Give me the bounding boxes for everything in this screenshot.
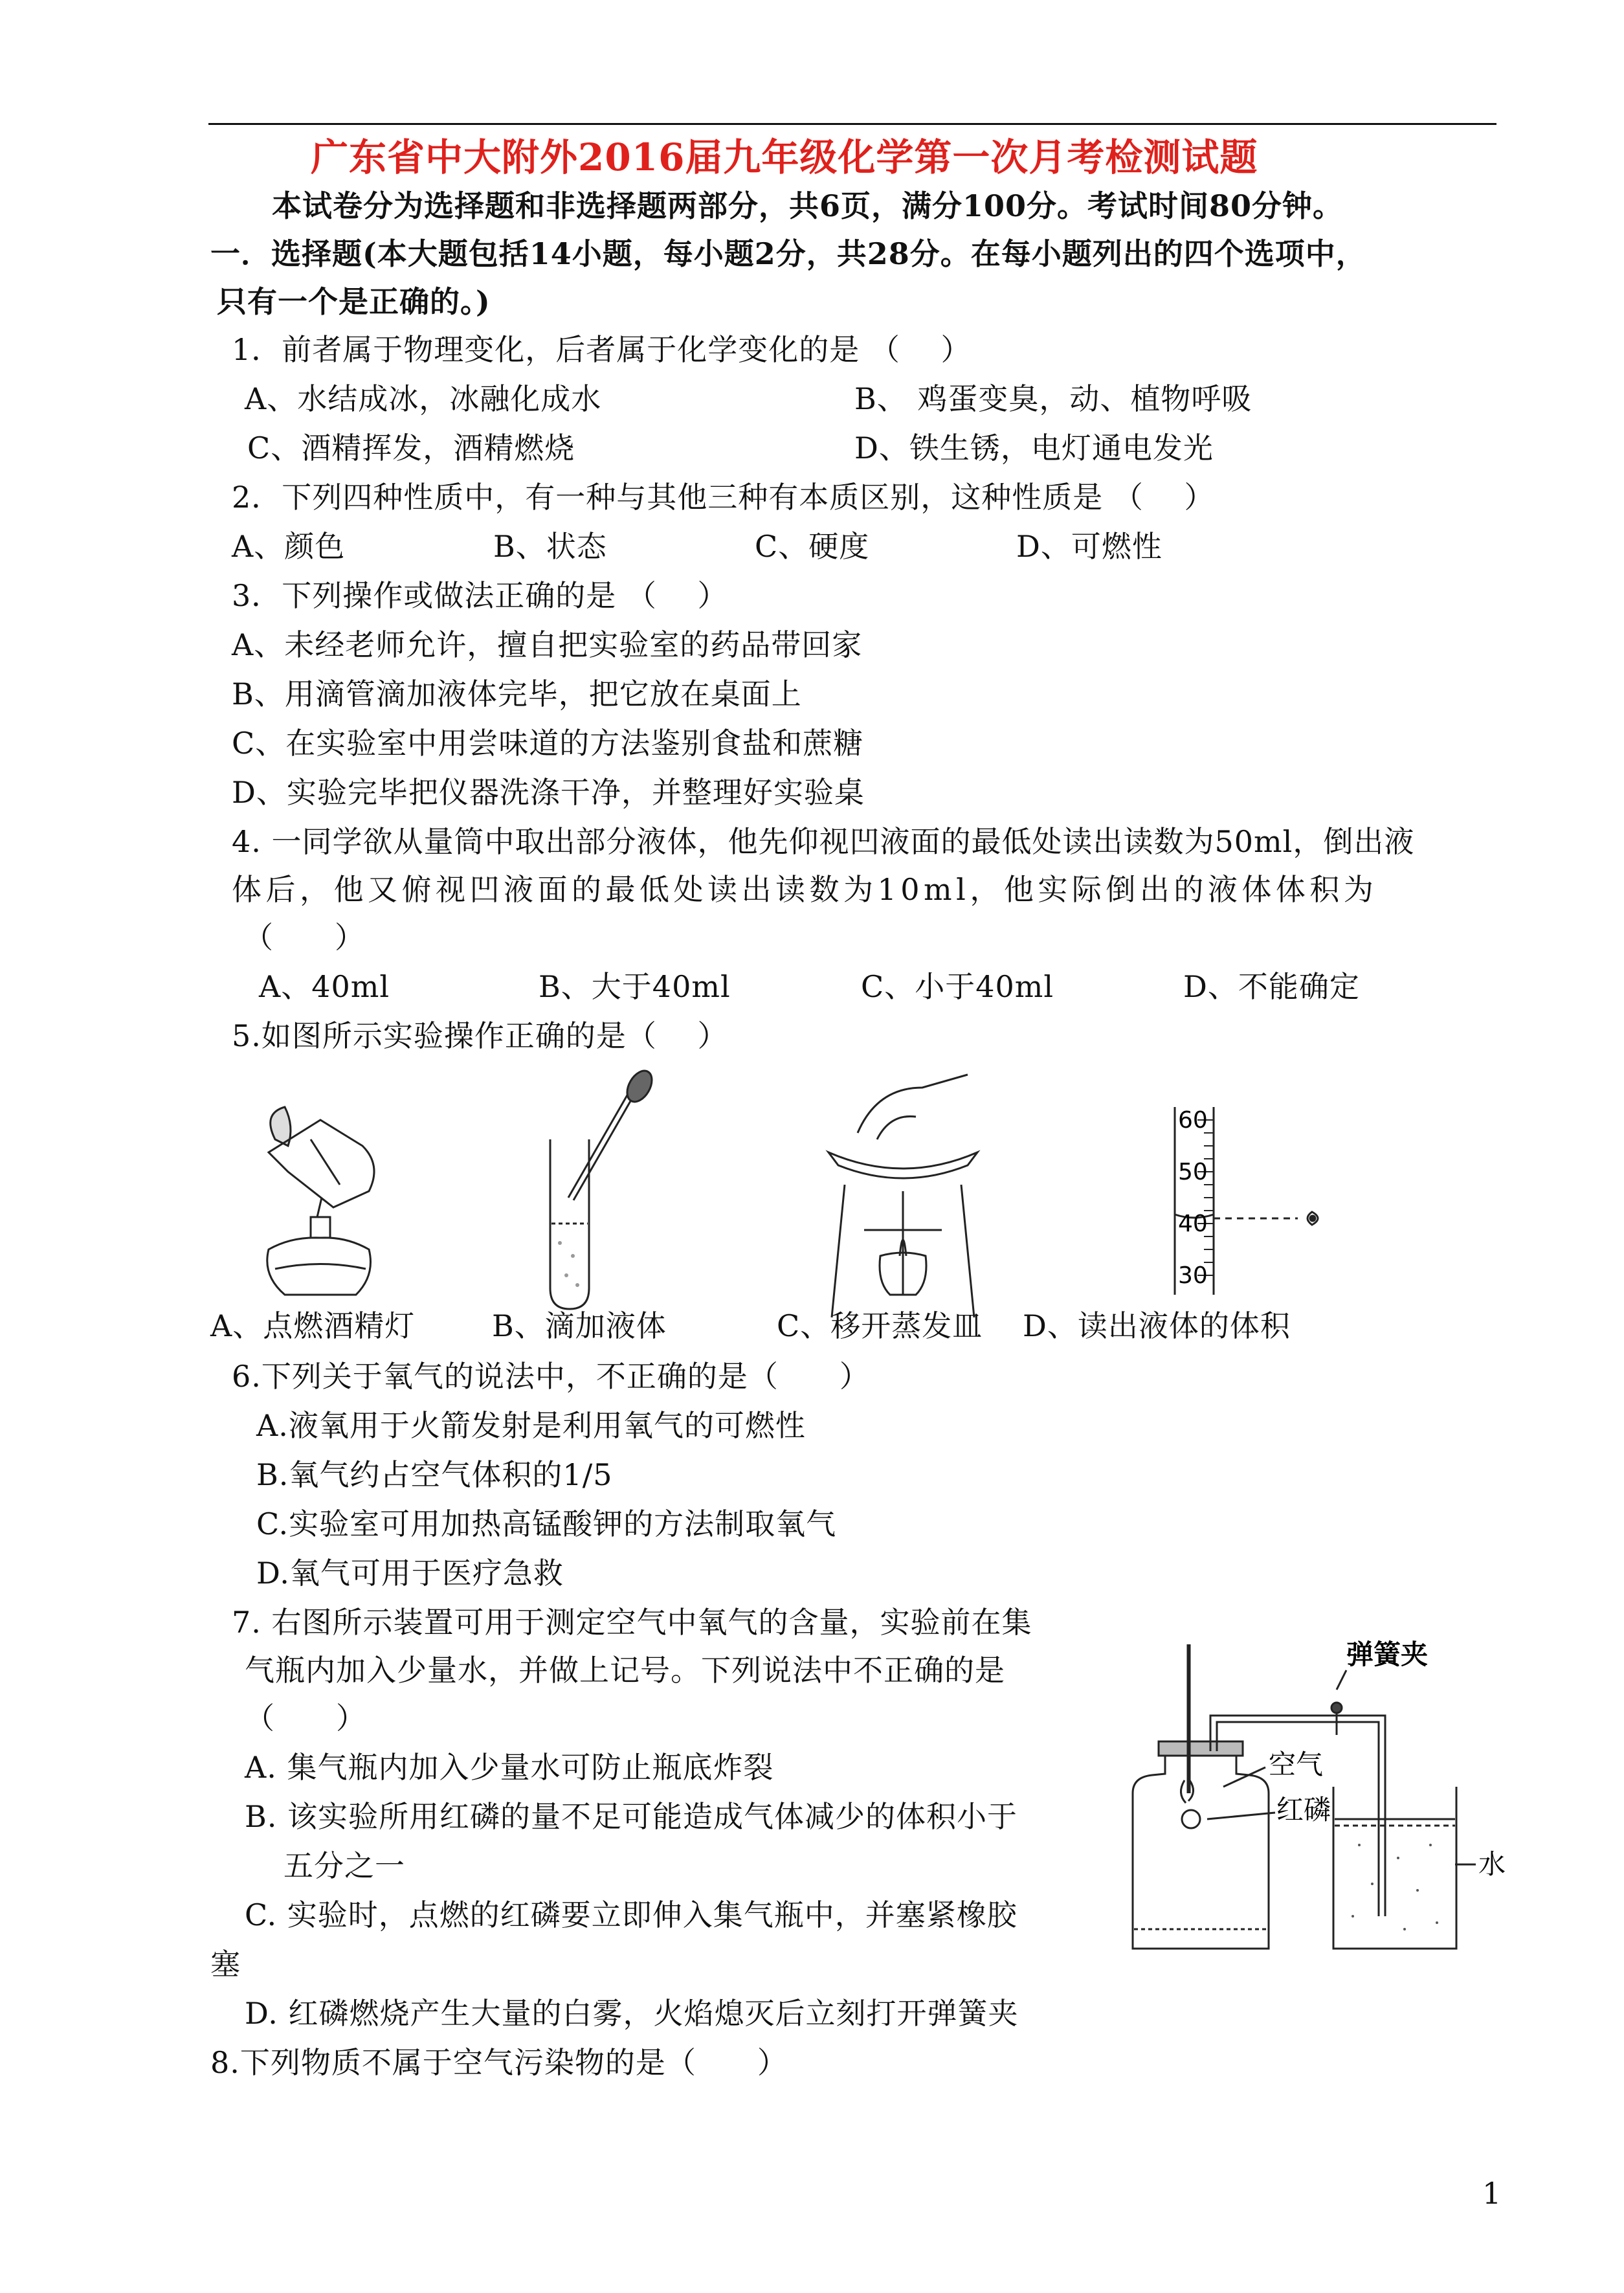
q1-option-c: C、酒精挥发，酒精燃烧 xyxy=(247,431,575,465)
q4-option-a: A、40ml xyxy=(259,969,390,1004)
q5-stem: 5.如图所示实验操作正确的是（ ） xyxy=(232,1018,728,1053)
q4-option-b: B、大于40ml xyxy=(539,969,731,1004)
label-water: 水 xyxy=(1478,1848,1506,1880)
q5-option-d: D、读出液体的体积 xyxy=(1023,1308,1291,1343)
page-title: 广东省中大附外2016届九年级化学第一次月考检测试题 xyxy=(311,135,1258,179)
cylinder-tick-40: 40 xyxy=(1178,1211,1208,1237)
q3-option-c: C、在实验室中用尝味道的方法鉴别食盐和蔗糖 xyxy=(232,726,864,761)
figure-dropper-test-tube xyxy=(537,1068,667,1314)
q7-option-c-line2: 塞 xyxy=(210,1947,241,1982)
q7-option-a: A. 集气瓶内加入少量水可防止瓶底炸裂 xyxy=(245,1750,774,1785)
q1-option-a: A、水结成冰，冰融化成水 xyxy=(245,381,602,416)
q8-stem: 8.下列物质不属于空气污染物的是（ ） xyxy=(210,2045,788,2080)
q2-option-d: D、可燃性 xyxy=(1016,529,1162,564)
q3-stem: 3．下列操作或做法正确的是 （ ） xyxy=(232,578,728,613)
q2-option-a: A、颜色 xyxy=(232,529,346,564)
q5-option-a: A、点燃酒精灯 xyxy=(210,1308,416,1343)
q4-stem-line2: 体后，他又俯视凹液面的最低处读出读数为10ml，他实际倒出的液体体积为 xyxy=(232,872,1378,907)
q4-stem-line3: （ ） xyxy=(243,920,365,955)
exam-intro: 本试卷分为选择题和非选择题两部分，共6页，满分100分。考试时间80分钟。 xyxy=(272,188,1344,223)
q3-option-d: D、实验完毕把仪器洗涤干净，并整理好实验桌 xyxy=(232,775,865,810)
cylinder-tick-50: 50 xyxy=(1178,1159,1208,1185)
figure-graduated-cylinder xyxy=(1136,1101,1350,1301)
q3-option-b: B、用滴管滴加液体完毕，把它放在桌面上 xyxy=(232,677,802,711)
q1-stem: 1．前者属于物理变化，后者属于化学变化的是 （ ） xyxy=(232,332,972,367)
q4-stem-line1: 4. 一同学欲从量筒中取出部分液体，他先仰视凹液面的最低处读出读数为50ml，倒出液 xyxy=(232,824,1415,859)
q4-option-c: C、小于40ml xyxy=(861,969,1054,1004)
q6-stem: 6.下列关于氧气的说法中，不正确的是（ ） xyxy=(232,1359,870,1394)
label-air: 空气 xyxy=(1269,1749,1324,1780)
q2-option-b: B、状态 xyxy=(493,529,607,564)
cylinder-tick-60: 60 xyxy=(1178,1107,1208,1134)
label-red-phosphorus: 红磷 xyxy=(1276,1794,1331,1826)
section-heading-line1: 一．选择题(本大题包括14小题，每小题2分，共28分。在每小题列出的四个选项中， xyxy=(210,236,1366,271)
q7-option-b-line2: 五分之一 xyxy=(284,1848,405,1883)
q6-option-a: A.液氧用于火箭发射是利用氧气的可燃性 xyxy=(256,1408,806,1443)
label-spring-clip: 弹簧夹 xyxy=(1346,1639,1429,1670)
q5-option-b: B、滴加液体 xyxy=(492,1308,667,1343)
q5-option-c: C、移开蒸发皿 xyxy=(777,1308,983,1343)
q7-option-b-line1: B. 该实验所用红磷的量不足可能造成气体减少的体积小于 xyxy=(245,1799,1018,1834)
header-rule xyxy=(208,123,1496,125)
figure-evaporating-dish xyxy=(819,1062,987,1321)
figure-alcohol-lamp xyxy=(249,1101,392,1321)
q6-option-d: D.氧气可用于医疗急救 xyxy=(256,1556,564,1591)
q7-option-d: D. 红磷燃烧产生大量的白雾，火焰熄灭后立刻打开弹簧夹 xyxy=(245,1996,1019,2031)
cylinder-tick-30: 30 xyxy=(1178,1262,1208,1289)
q7-option-c-line1: C. 实验时，点燃的红磷要立即伸入集气瓶中，并塞紧橡胶 xyxy=(245,1897,1018,1932)
q3-option-a: A、未经老师允许，擅自把实验室的药品带回家 xyxy=(232,627,863,662)
page-number: 1 xyxy=(1482,2176,1502,2211)
q7-stem-line3: （ ） xyxy=(245,1701,366,1736)
q1-option-b: B、 鸡蛋变臭，动、植物呼吸 xyxy=(854,381,1252,416)
q2-stem: 2．下列四种性质中，有一种与其他三种有本质区别，这种性质是 （ ） xyxy=(232,480,1215,515)
q2-option-c: C、硬度 xyxy=(755,529,870,564)
q6-option-b: B.氧气约占空气体积的1/5 xyxy=(256,1457,613,1492)
q6-option-c: C.实验室可用加热高锰酸钾的方法制取氧气 xyxy=(256,1506,837,1541)
section-heading-line2: 只有一个是正确的。) xyxy=(217,284,491,319)
q1-option-d: D、铁生锈，电灯通电发光 xyxy=(854,431,1214,465)
q4-option-d: D、不能确定 xyxy=(1183,969,1360,1004)
q7-stem-line1: 7. 右图所示装置可用于测定空气中氧气的含量，实验前在集 xyxy=(232,1605,1032,1640)
figure-oxygen-content-apparatus xyxy=(1126,1625,1515,1962)
q7-stem-line2: 气瓶内加入少量水，并做上记号。下列说法中不正确的是 xyxy=(245,1653,1005,1688)
